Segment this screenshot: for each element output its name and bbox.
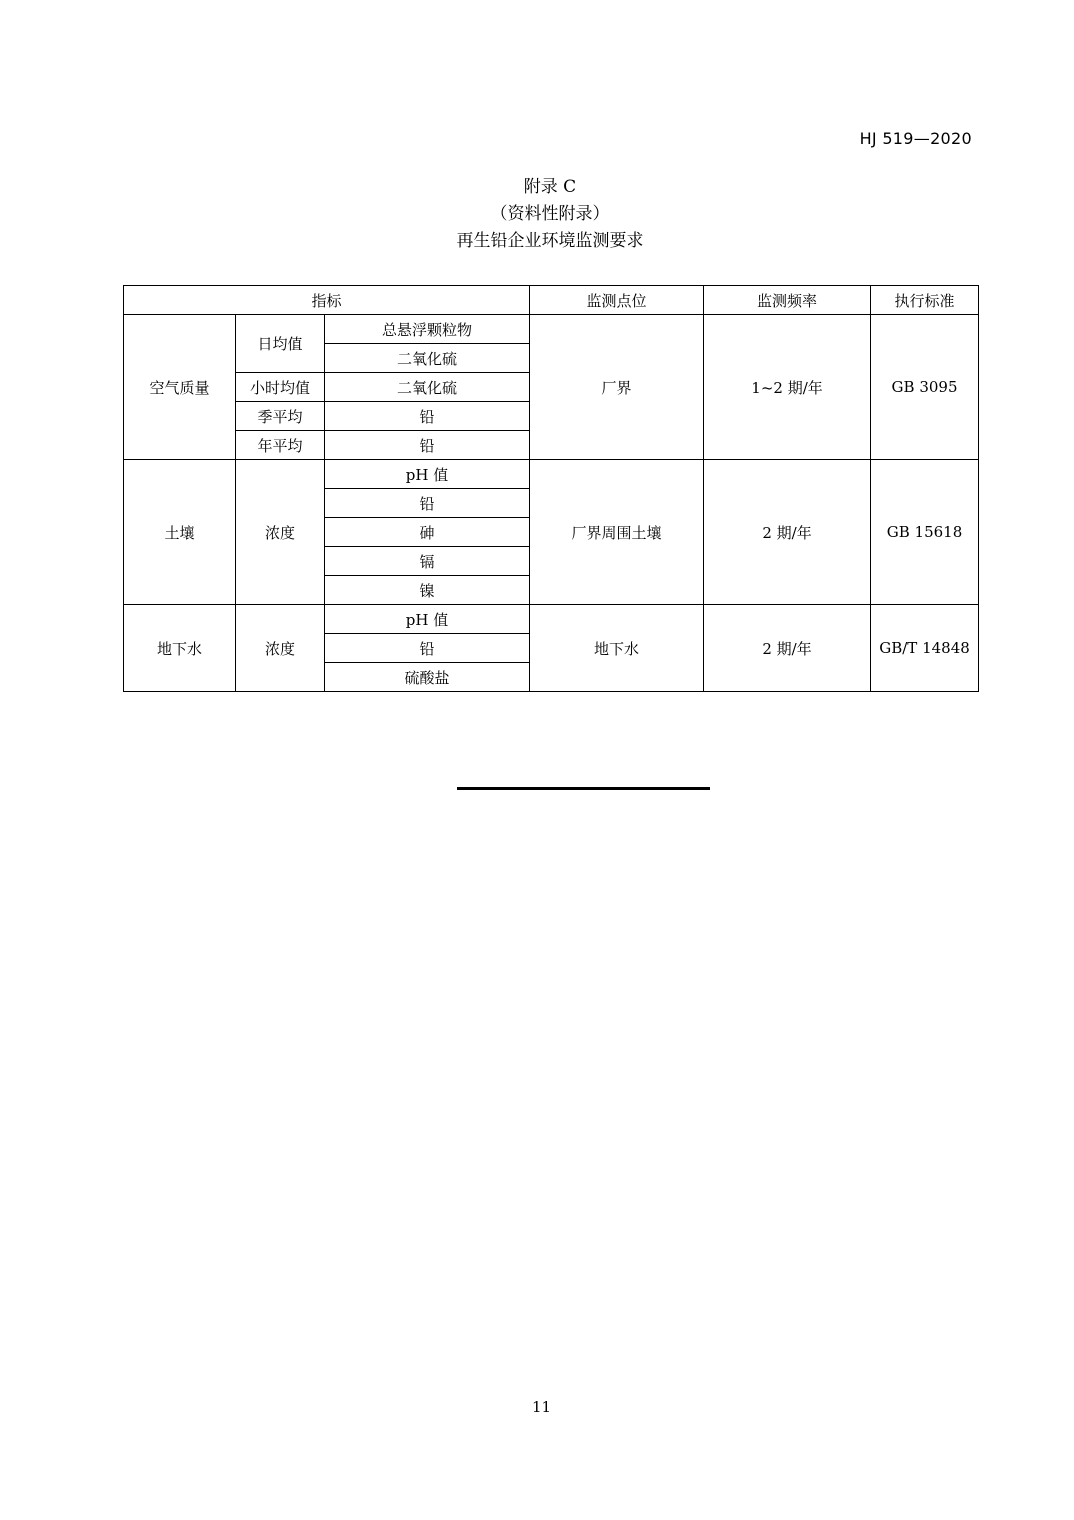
- monitoring-requirements-table: [123, 285, 979, 692]
- table-row: [124, 605, 979, 634]
- groundwater-frequency: 2 期/年: [704, 605, 871, 692]
- table-row: [124, 460, 979, 489]
- soil-site: 厂界周围土壤: [530, 460, 704, 605]
- groundwater-item: 铅: [325, 634, 530, 663]
- air-lead-quarterly: 铅: [325, 402, 530, 431]
- groundwater-category: 地下水: [124, 605, 236, 692]
- groundwater-site: 地下水: [530, 605, 704, 692]
- air-category: 空气质量: [124, 315, 236, 460]
- appendix-title: 附录 C: [523, 177, 577, 197]
- air-lead-yearly: 铅: [325, 431, 530, 460]
- table-header-row: [124, 286, 979, 315]
- appendix-main-title: 再生铅企业环境监测要求: [456, 231, 644, 251]
- air-quarterly: 季平均: [236, 402, 325, 431]
- header-standard: 执行标准: [871, 286, 979, 315]
- soil-category: 土壤: [124, 460, 236, 605]
- air-hourly: 小时均值: [236, 373, 325, 402]
- soil-item: 砷: [325, 518, 530, 547]
- header-site: 监测点位: [530, 286, 704, 315]
- soil-item: 镉: [325, 547, 530, 576]
- end-rule: [457, 787, 710, 790]
- soil-item: pH 值: [325, 460, 530, 489]
- air-frequency: 1~2 期/年: [704, 315, 871, 460]
- air-so2-daily: 二氧化硫: [325, 344, 530, 373]
- soil-item: 铅: [325, 489, 530, 518]
- air-daily: 日均值: [236, 315, 325, 373]
- document-code: HJ 519—2020: [859, 129, 972, 148]
- appendix-titles: [0, 174, 1074, 255]
- air-tsp: 总悬浮颗粒物: [325, 315, 530, 344]
- groundwater-item: pH 值: [325, 605, 530, 634]
- air-so2-hourly: 二氧化硫: [325, 373, 530, 402]
- groundwater-standard: GB/T 14848: [871, 605, 979, 692]
- soil-item: 镍: [325, 576, 530, 605]
- appendix-note: （资料性附录）: [490, 204, 610, 224]
- air-standard: GB 3095: [871, 315, 979, 460]
- page-number: 11: [531, 1398, 552, 1416]
- air-yearly: 年平均: [236, 431, 325, 460]
- table-row: [124, 315, 979, 344]
- header-indicator: 指标: [124, 286, 530, 315]
- soil-frequency: 2 期/年: [704, 460, 871, 605]
- soil-standard: GB 15618: [871, 460, 979, 605]
- air-site: 厂界: [530, 315, 704, 460]
- soil-type: 浓度: [236, 460, 325, 605]
- groundwater-type: 浓度: [236, 605, 325, 692]
- groundwater-item: 硫酸盐: [325, 663, 530, 692]
- header-frequency: 监测频率: [704, 286, 871, 315]
